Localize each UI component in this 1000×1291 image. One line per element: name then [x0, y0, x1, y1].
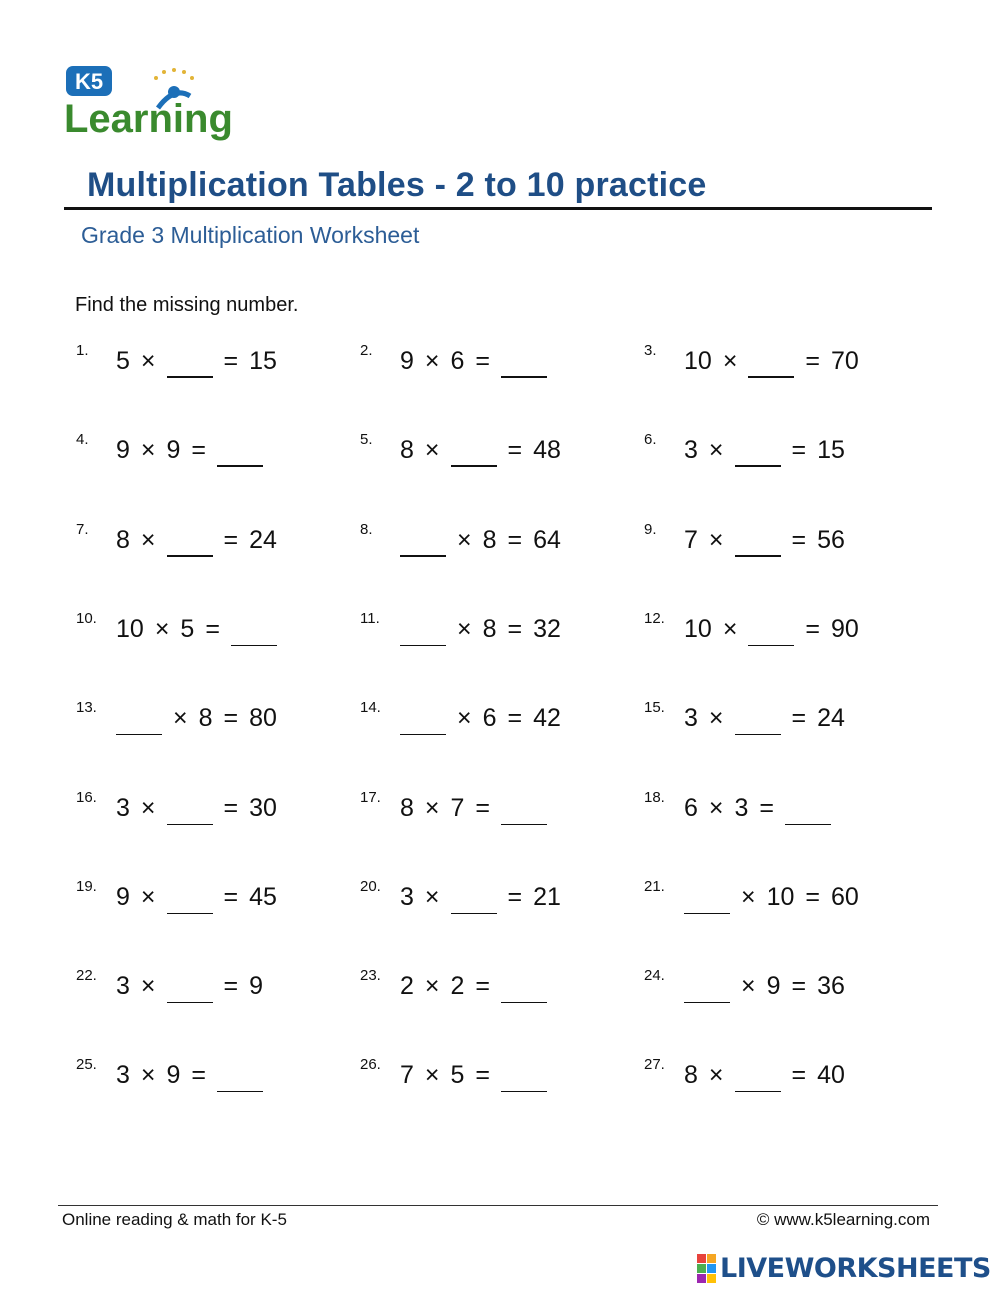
- problem-number: 3.: [644, 342, 657, 359]
- times-sign: ×: [140, 436, 156, 464]
- equals-sign: =: [791, 972, 807, 1000]
- operand: 3: [116, 1061, 130, 1089]
- answer-blank[interactable]: [748, 621, 794, 646]
- problem-number: 9.: [644, 521, 657, 538]
- operand: 48: [533, 436, 561, 464]
- problem-5: [360, 431, 630, 471]
- problem-equation: [116, 1056, 263, 1090]
- problem-equation: [116, 521, 277, 555]
- footer-copyright: © www.k5learning.com: [756, 1210, 930, 1229]
- problem-number: 13.: [76, 699, 97, 716]
- problem-number: 20.: [360, 878, 381, 895]
- problem-equation: [116, 342, 277, 376]
- times-sign: ×: [424, 347, 440, 375]
- problem-number: 27.: [644, 1056, 665, 1073]
- problem-equation: [684, 967, 845, 1001]
- logo-stars-icon: [154, 68, 194, 80]
- equals-sign: =: [223, 794, 239, 822]
- times-sign: ×: [424, 883, 440, 911]
- equals-sign: =: [791, 704, 807, 732]
- operand: 3: [116, 972, 130, 1000]
- problem-17: [360, 789, 630, 829]
- operand: 15: [249, 347, 277, 375]
- times-sign: ×: [154, 615, 170, 643]
- times-sign: ×: [708, 704, 724, 732]
- problem-equation: [116, 610, 277, 644]
- answer-blank[interactable]: [167, 889, 213, 914]
- problem-11: [360, 610, 630, 650]
- operand: 9: [116, 883, 130, 911]
- problem-number: 6.: [644, 431, 657, 448]
- problem-3: [644, 342, 914, 382]
- operand: 5: [180, 615, 195, 643]
- answer-blank[interactable]: [684, 978, 730, 1003]
- operand: 10: [684, 347, 712, 375]
- problem-24: [644, 967, 914, 1007]
- operand: 56: [817, 526, 845, 554]
- problem-22: [76, 967, 346, 1007]
- operand: 10: [766, 883, 795, 911]
- answer-blank[interactable]: [217, 1067, 263, 1092]
- problem-number: 4.: [76, 431, 89, 448]
- problem-equation: [400, 699, 561, 733]
- operand: 3: [684, 436, 698, 464]
- answer-blank[interactable]: [451, 889, 497, 914]
- operand: 9: [249, 972, 264, 1000]
- problem-number: 1.: [76, 342, 89, 359]
- times-sign: ×: [708, 436, 724, 464]
- times-sign: ×: [457, 615, 472, 643]
- operand: 5: [450, 1061, 465, 1089]
- problem-16: [76, 789, 346, 829]
- operand: 90: [831, 615, 859, 643]
- problem-10: [76, 610, 346, 650]
- problem-equation: [684, 789, 831, 823]
- answer-blank[interactable]: [735, 710, 781, 735]
- answer-blank[interactable]: [167, 352, 213, 378]
- page-title: Multiplication Tables - 2 to 10 practice: [87, 166, 707, 204]
- times-sign: ×: [140, 883, 156, 911]
- operand: 24: [817, 704, 845, 732]
- answer-blank[interactable]: [400, 621, 446, 646]
- times-sign: ×: [140, 347, 156, 375]
- equals-sign: =: [205, 615, 220, 643]
- times-sign: ×: [708, 794, 724, 822]
- answer-blank[interactable]: [501, 352, 547, 378]
- problem-number: 15.: [644, 699, 665, 716]
- times-sign: ×: [722, 347, 738, 375]
- answer-blank[interactable]: [400, 531, 446, 557]
- times-sign: ×: [140, 794, 156, 822]
- operand: 6: [482, 704, 497, 732]
- problem-number: 11.: [360, 610, 380, 627]
- problem-equation: [684, 878, 859, 912]
- problem-14: [360, 699, 630, 739]
- operand: 10: [684, 615, 712, 643]
- problem-equation: [684, 342, 859, 376]
- equals-sign: =: [475, 347, 491, 375]
- problem-12: [644, 610, 914, 650]
- answer-blank[interactable]: [167, 978, 213, 1003]
- problem-27: [644, 1056, 914, 1096]
- problem-number: 24.: [644, 967, 665, 984]
- problem-equation: [400, 610, 561, 644]
- answer-blank[interactable]: [501, 978, 547, 1003]
- problem-equation: [400, 342, 547, 376]
- problem-number: 14.: [360, 699, 381, 716]
- k5-learning-logo: [62, 62, 244, 142]
- problem-20: [360, 878, 630, 918]
- problem-equation: [684, 699, 845, 733]
- answer-blank[interactable]: [684, 889, 730, 914]
- answer-blank[interactable]: [735, 531, 781, 557]
- times-sign: ×: [424, 1061, 440, 1089]
- problem-26: [360, 1056, 630, 1096]
- operand: 3: [400, 883, 414, 911]
- problem-15: [644, 699, 914, 739]
- problem-2: [360, 342, 630, 382]
- operand: 6: [684, 794, 698, 822]
- times-sign: ×: [424, 436, 440, 464]
- problem-number: 5.: [360, 431, 373, 448]
- instruction-text: Find the missing number.: [75, 294, 299, 316]
- problem-number: 8.: [360, 521, 373, 538]
- problem-number: 22.: [76, 967, 97, 984]
- footer-tagline: Online reading & math for K-5: [62, 1210, 287, 1229]
- equals-sign: =: [507, 526, 523, 554]
- operand: 15: [817, 436, 845, 464]
- operand: 45: [249, 883, 277, 911]
- equals-sign: =: [475, 972, 491, 1000]
- times-sign: ×: [708, 1061, 724, 1089]
- problem-equation: [116, 699, 277, 733]
- equals-sign: =: [805, 883, 821, 911]
- operand: 8: [400, 794, 414, 822]
- operand: 3: [116, 794, 130, 822]
- operand: 24: [249, 526, 277, 554]
- page-subtitle: Grade 3 Multiplication Worksheet: [81, 222, 420, 248]
- operand: 9: [166, 1061, 181, 1089]
- operand: 8: [116, 526, 130, 554]
- problem-19: [76, 878, 346, 918]
- operand: 21: [533, 883, 561, 911]
- problem-21: [644, 878, 914, 918]
- times-sign: ×: [424, 794, 440, 822]
- problem-number: 19.: [76, 878, 97, 895]
- problem-1: [76, 342, 346, 382]
- times-sign: ×: [424, 972, 440, 1000]
- equals-sign: =: [475, 1061, 491, 1089]
- equals-sign: =: [759, 794, 775, 822]
- operand: 6: [450, 347, 465, 375]
- problem-number: 12.: [644, 610, 665, 627]
- problem-number: 21.: [644, 878, 665, 895]
- logo-brand-bottom: Learning: [64, 97, 233, 141]
- times-sign: ×: [173, 704, 188, 732]
- equals-sign: =: [507, 436, 523, 464]
- equals-sign: =: [223, 972, 239, 1000]
- liveworksheets-badge[interactable]: [697, 1252, 991, 1284]
- answer-blank[interactable]: [451, 441, 497, 467]
- operand: 9: [400, 347, 414, 375]
- answer-blank[interactable]: [217, 441, 263, 467]
- problem-number: 7.: [76, 521, 89, 538]
- operand: 3: [734, 794, 749, 822]
- equals-sign: =: [223, 526, 239, 554]
- times-sign: ×: [722, 615, 738, 643]
- problem-25: [76, 1056, 346, 1096]
- problem-number: 2.: [360, 342, 373, 359]
- times-sign: ×: [457, 704, 472, 732]
- problem-number: 10.: [76, 610, 97, 627]
- operand: 5: [116, 347, 130, 375]
- problem-number: 25.: [76, 1056, 97, 1073]
- answer-blank[interactable]: [167, 800, 213, 825]
- answer-blank[interactable]: [501, 800, 547, 825]
- times-sign: ×: [708, 526, 724, 554]
- equals-sign: =: [791, 436, 807, 464]
- problem-23: [360, 967, 630, 1007]
- answer-blank[interactable]: [167, 531, 213, 557]
- answer-blank[interactable]: [735, 441, 781, 467]
- answer-blank[interactable]: [231, 621, 277, 646]
- times-sign: ×: [741, 972, 756, 1000]
- problem-equation: [116, 431, 263, 465]
- footer-divider: [58, 1205, 938, 1206]
- operand: 60: [831, 883, 859, 911]
- answer-blank[interactable]: [116, 710, 162, 735]
- problem-number: 23.: [360, 967, 381, 984]
- times-sign: ×: [140, 526, 156, 554]
- operand: 8: [482, 526, 497, 554]
- operand: 2: [400, 972, 414, 1000]
- operand: 8: [198, 704, 213, 732]
- operand: 70: [831, 347, 859, 375]
- problem-equation: [400, 967, 547, 1001]
- operand: 7: [450, 794, 465, 822]
- equals-sign: =: [507, 615, 523, 643]
- problem-18: [644, 789, 914, 829]
- problem-number: 26.: [360, 1056, 381, 1073]
- answer-blank[interactable]: [501, 1067, 547, 1092]
- answer-blank[interactable]: [748, 352, 794, 378]
- problem-equation: [684, 431, 845, 465]
- equals-sign: =: [475, 794, 491, 822]
- operand: 64: [533, 526, 561, 554]
- problem-9: [644, 521, 914, 561]
- operand: 42: [533, 704, 561, 732]
- operand: 7: [684, 526, 698, 554]
- answer-blank[interactable]: [785, 800, 831, 825]
- problem-4: [76, 431, 346, 471]
- operand: 8: [482, 615, 497, 643]
- equals-sign: =: [791, 526, 807, 554]
- liveworksheets-blocks-icon: [697, 1254, 716, 1283]
- times-sign: ×: [457, 526, 472, 554]
- answer-blank[interactable]: [735, 1067, 781, 1092]
- operand: 36: [817, 972, 845, 1000]
- operand: 9: [166, 436, 181, 464]
- problem-equation: [400, 521, 561, 555]
- problem-equation: [400, 1056, 547, 1090]
- problem-equation: [116, 967, 263, 1001]
- equals-sign: =: [805, 347, 821, 375]
- operand: 7: [400, 1061, 414, 1089]
- title-divider: [64, 207, 932, 210]
- problem-equation: [684, 521, 845, 555]
- problem-7: [76, 521, 346, 561]
- liveworksheets-text: LIVEWORKSHEETS: [720, 1252, 991, 1284]
- problem-number: 16.: [76, 789, 97, 806]
- equals-sign: =: [507, 704, 523, 732]
- problem-equation: [400, 878, 561, 912]
- k5-logo-graphic: [62, 62, 244, 142]
- equals-sign: =: [791, 1061, 807, 1089]
- equals-sign: =: [191, 436, 207, 464]
- problem-equation: [684, 1056, 845, 1090]
- equals-sign: =: [223, 883, 239, 911]
- logo-brand-top: K5: [74, 69, 104, 94]
- operand: 9: [116, 436, 130, 464]
- problem-equation: [684, 610, 859, 644]
- problem-6: [644, 431, 914, 471]
- problem-8: [360, 521, 630, 561]
- problem-equation: [400, 431, 561, 465]
- operand: 10: [116, 615, 144, 643]
- problem-equation: [116, 789, 277, 823]
- operand: 40: [817, 1061, 845, 1089]
- problem-number: 17.: [360, 789, 381, 806]
- operand: 3: [684, 704, 698, 732]
- equals-sign: =: [191, 1061, 207, 1089]
- operand: 9: [766, 972, 781, 1000]
- equals-sign: =: [223, 347, 239, 375]
- problem-equation: [400, 789, 547, 823]
- operand: 2: [450, 972, 465, 1000]
- operand: 80: [249, 704, 277, 732]
- times-sign: ×: [140, 1061, 156, 1089]
- operand: 32: [533, 615, 561, 643]
- equals-sign: =: [507, 883, 523, 911]
- equals-sign: =: [223, 704, 239, 732]
- problem-13: [76, 699, 346, 739]
- times-sign: ×: [741, 883, 756, 911]
- problem-equation: [116, 878, 277, 912]
- answer-blank[interactable]: [400, 710, 446, 735]
- operand: 8: [684, 1061, 698, 1089]
- times-sign: ×: [140, 972, 156, 1000]
- problem-number: 18.: [644, 789, 665, 806]
- equals-sign: =: [805, 615, 821, 643]
- operand: 8: [400, 436, 414, 464]
- operand: 30: [249, 794, 277, 822]
